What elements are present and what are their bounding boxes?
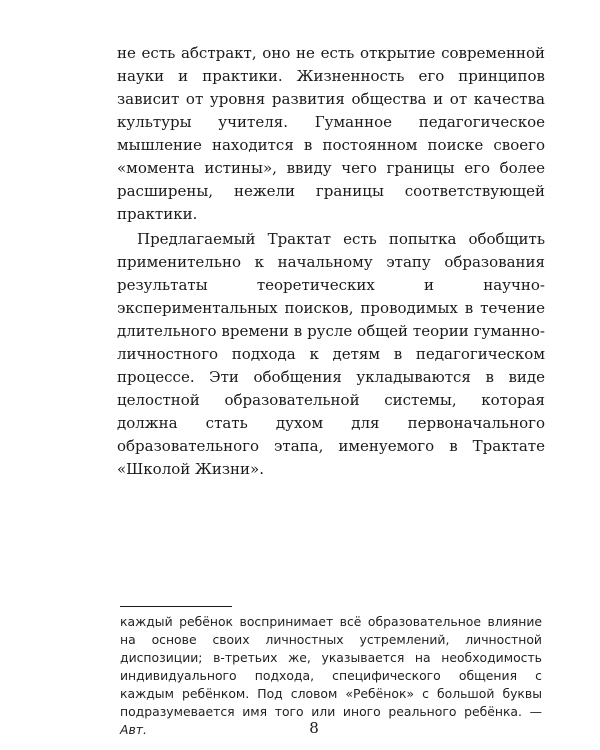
paragraph-continuation: не есть абстракт, оно не есть открытие современной науки и практики. Жизненность его принципов зависит от уровня развития общества и от качества культуры учителя. Гуманное педагогическое мышление находится в постоянном поиске своего «момента истины», ввиду чего границы его более расширены, нежели границы соответствующей практики. xyxy=(117,44,545,223)
main-text xyxy=(117,42,545,481)
paragraph-treatise: Предлагаемый Трактат есть попытка обобщить применительно к начальному этапу образования результаты теоретических и научно-экспериментальных поисков, проводимых в течение длительного времени в русле общей теории гуманно-личностного подхода к детям в педагогическом процессе. Эти обобщения укладываются в виде целостной образовательной системы, которая должна стать духом для первоначального образовательного этапа, именуемого в Трактате «Школой Жизни». xyxy=(117,230,545,478)
footnote-text: каждый ребёнок воспринимает всё образовательное влияние на основе своих личностных устремлений, личностной диспозиции; в-третьих же, указывается на необходимость индивидуального подхода, специфического общения с каждым ребёнком. Под словом «Ребёнок» с большой буквы подразумевается имя того или иного реального ребёнка. — xyxy=(120,614,542,719)
footnote-author: Авт. xyxy=(120,722,147,737)
footnote-divider xyxy=(120,606,232,607)
page-number: 8 xyxy=(309,719,319,737)
